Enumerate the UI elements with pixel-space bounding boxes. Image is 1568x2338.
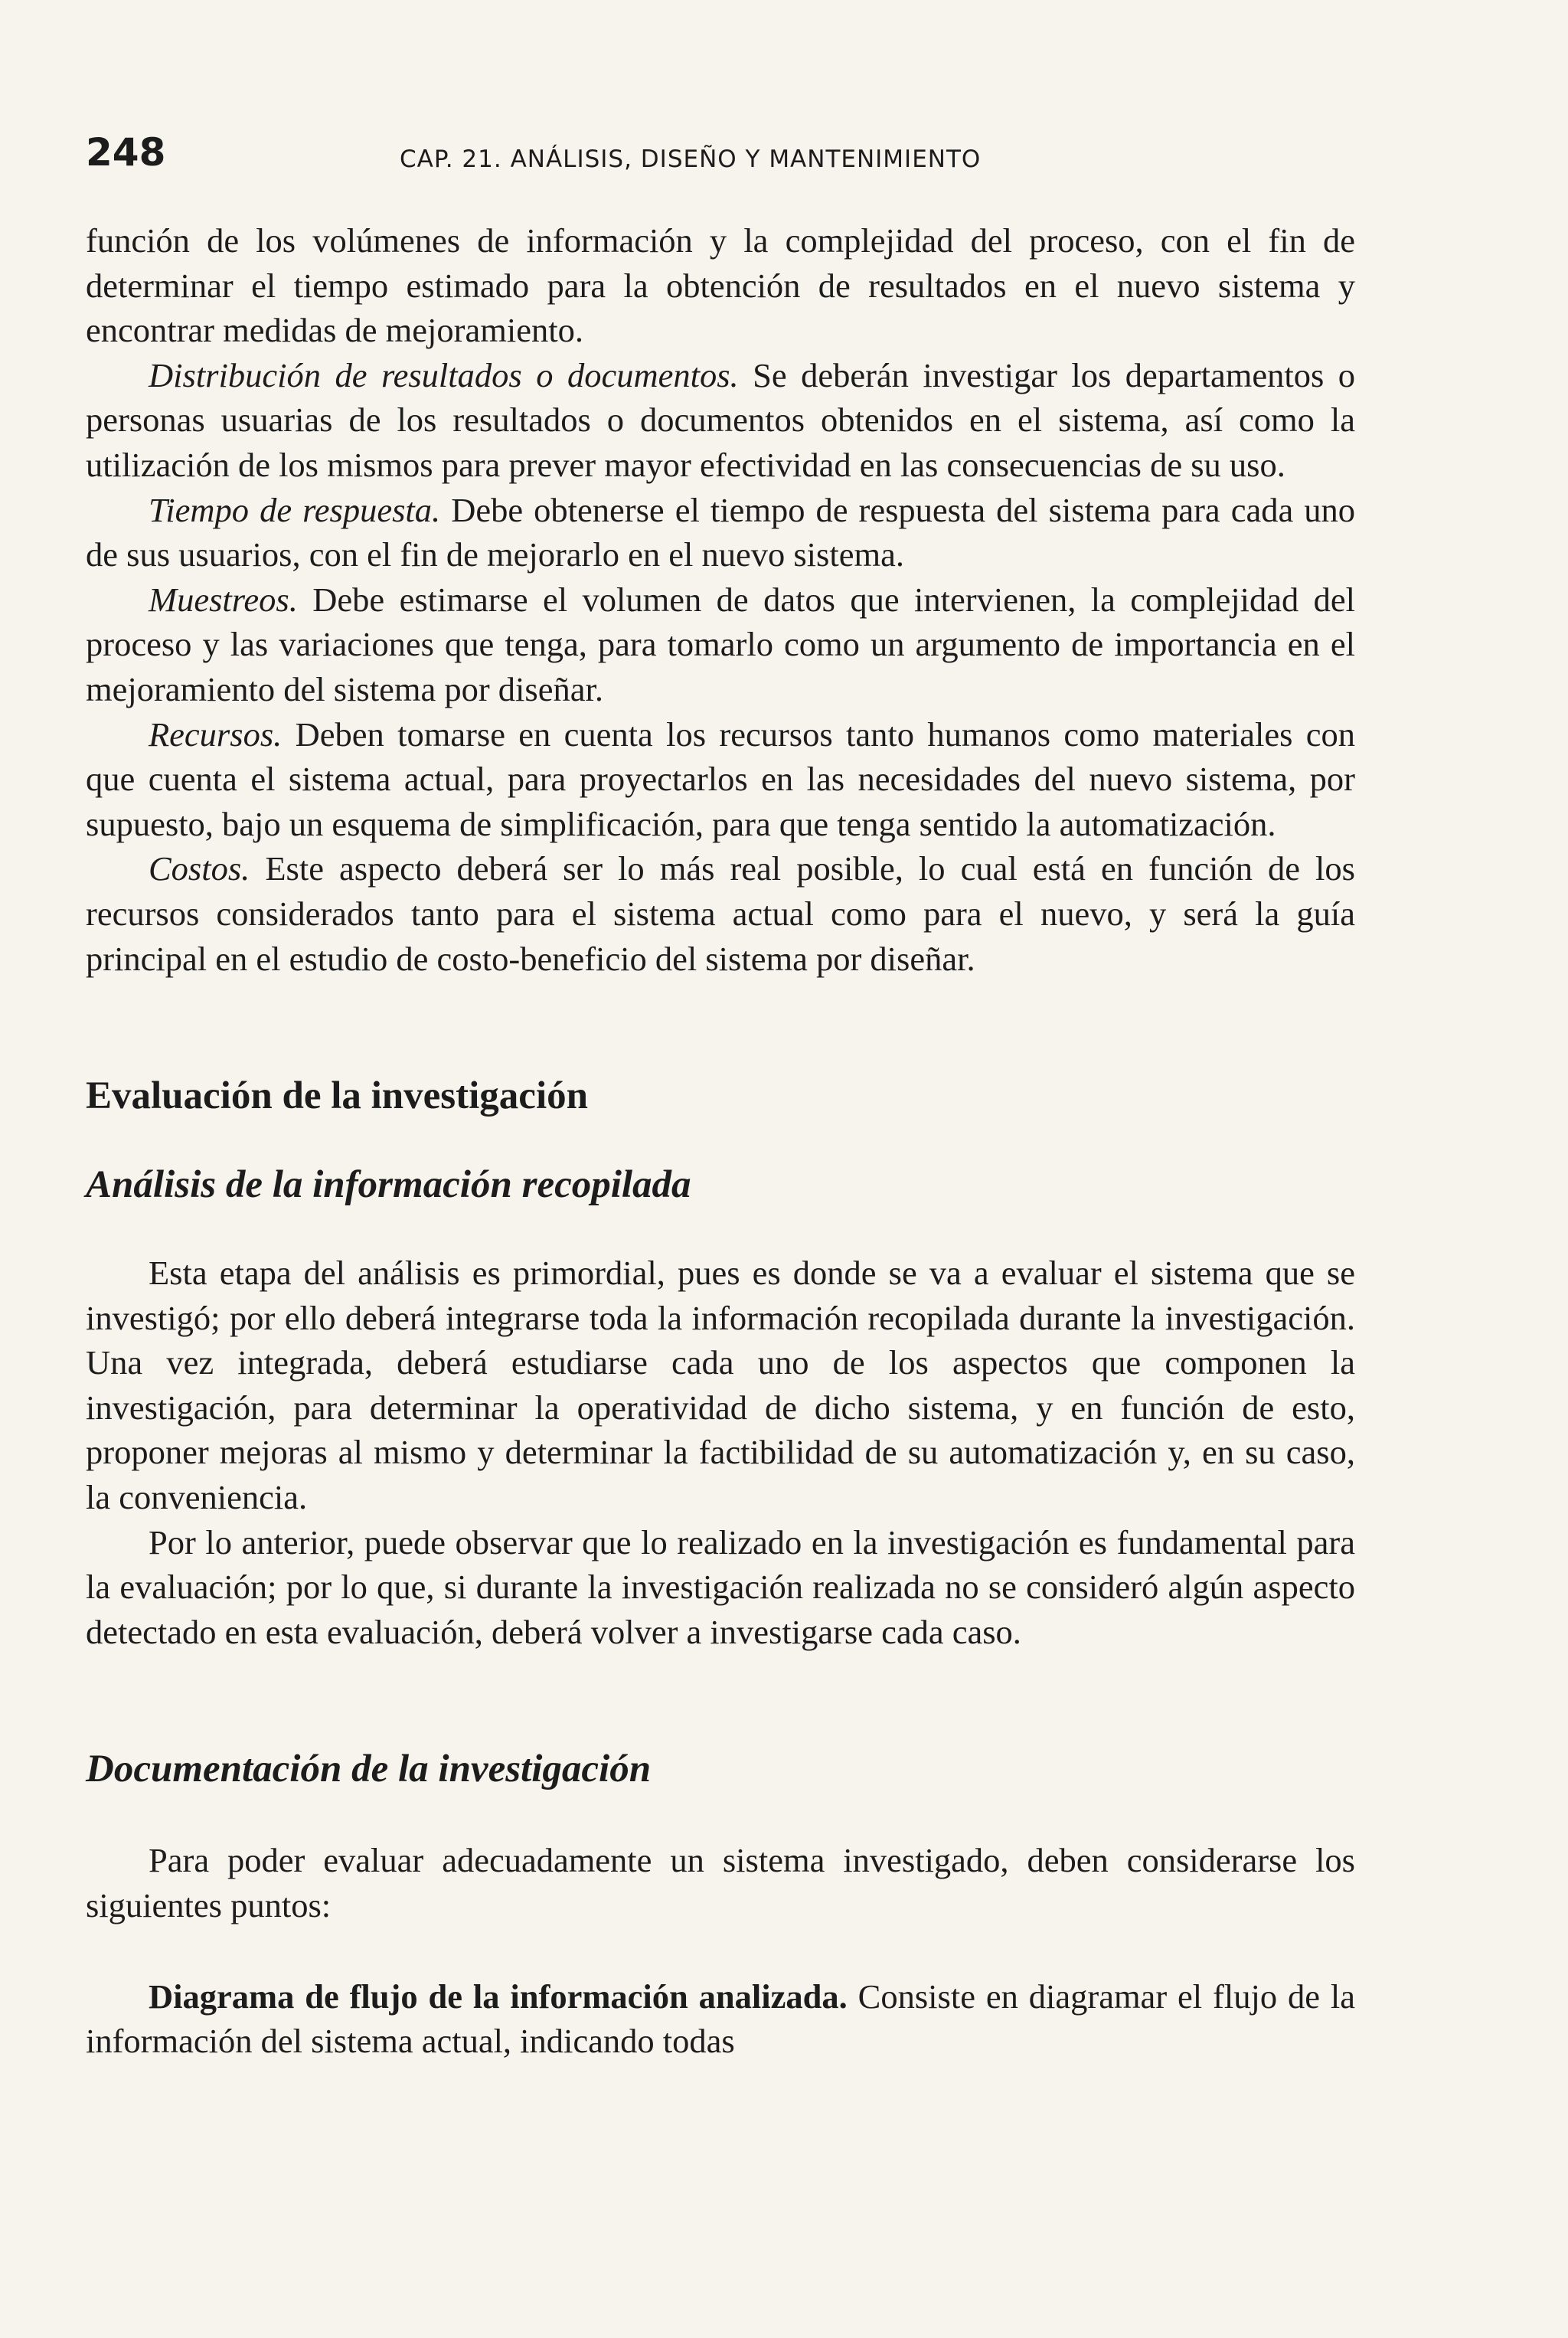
paragraph: Para poder evaluar adecuadamente un sistema investigado, deben considerarse los siguientes puntos: — [86, 1841, 1355, 1925]
paragraph — [86, 1974, 1355, 2064]
paragraph-text: Debe obtenerse el tiempo de respuesta del sistema para cada uno de sus usuarios, con el fin de mejorarlo en el nuevo sistema. — [86, 490, 1356, 574]
paragraph — [86, 488, 1355, 577]
paragraph-text: Consiste en diagramar el flujo de la información del sistema actual, indicando todas — [86, 1977, 1355, 2061]
section-heading: Evaluación de la investigación — [86, 1074, 588, 1118]
paragraph — [86, 577, 1355, 712]
paragraph: Por lo anterior, puede observar que lo realizado en la investigación es fundamental para la evaluación; por lo que, si durante la investigación realizada no se consideró algún aspecto detectado en esta evaluación, deberá volver a investigarse cada caso. — [86, 1522, 1355, 1651]
paragraph — [86, 353, 1355, 488]
page-number: 248 — [86, 130, 166, 175]
paragraph: Esta etapa del análisis es primordial, pues es donde se va a evaluar el sistema que se investigó; por ello deberá integrarse toda la información recopilada durante la investigación. Una vez integrada, deberá estudiarse cada uno de los aspectos que componen la investigación, para determinar la operatividad de dicho sistema, y en función de esto, proponer mejoras al mismo y determinar la factibilidad de su automatización y, en su caso, la conveniencia. — [86, 1254, 1355, 1517]
paragraph-text: Se deberán investigar los departamentos o personas usuarias de los resultados o documentos obtenidos en el sistema, así como la utilización de los mismos para prever mayor efectividad en las consecuencias de su uso. — [86, 355, 1356, 484]
page-header — [86, 130, 1349, 184]
paragraph-text: función de los volúmenes de información y la complejidad del proceso, con el fin de determinar el tiempo estimado para la obtención de resultados en el nuevo sistema y encontrar medidas de mejoramiento. — [86, 221, 1355, 350]
running-head: CAP. 21. ANÁLISIS, DISEÑO Y MANTENIMIENTO — [400, 146, 982, 173]
paragraph — [86, 218, 1355, 353]
subsection-heading: Análisis de la información recopilada — [86, 1163, 691, 1207]
paragraph-lead: Muestreos. — [149, 580, 298, 619]
paragraph-lead: Tiempo de respuesta. — [149, 490, 441, 529]
paragraph-lead: Distribución de resultados o documentos. — [149, 355, 739, 394]
paragraph-text: Este aspecto deberá ser lo más real posible, lo cual está en función de los recursos considerados tanto para el sistema actual como para el nuevo, y será la guía principal en el estudio de costo-beneficio del sistema por diseñar. — [86, 849, 1355, 978]
page-body — [86, 218, 1355, 2064]
paragraph-text: Deben tomarse en cuenta los recursos tanto humanos como materiales con que cuenta el sistema actual, para proyectarlos en las necesidades del nuevo sistema, por supuesto, bajo un esquema de simplificación, para que tenga sentido la automatización. — [86, 714, 1355, 843]
paragraph — [86, 712, 1355, 847]
paragraph-lead: Costos. — [149, 849, 250, 888]
subsection-heading: Documentación de la investigación — [86, 1748, 652, 1791]
paragraph-text: Debe estimarse el volumen de datos que intervienen, la complejidad del proceso y las variaciones que tenga, para tomarlo como un argumento de importancia en el mejoramiento del sistema por diseñar. — [86, 580, 1355, 708]
paragraph-lead: Diagrama de flujo de la información analizada. — [149, 1977, 848, 2016]
paragraph — [86, 846, 1355, 981]
paragraph-lead: Recursos. — [149, 714, 283, 754]
